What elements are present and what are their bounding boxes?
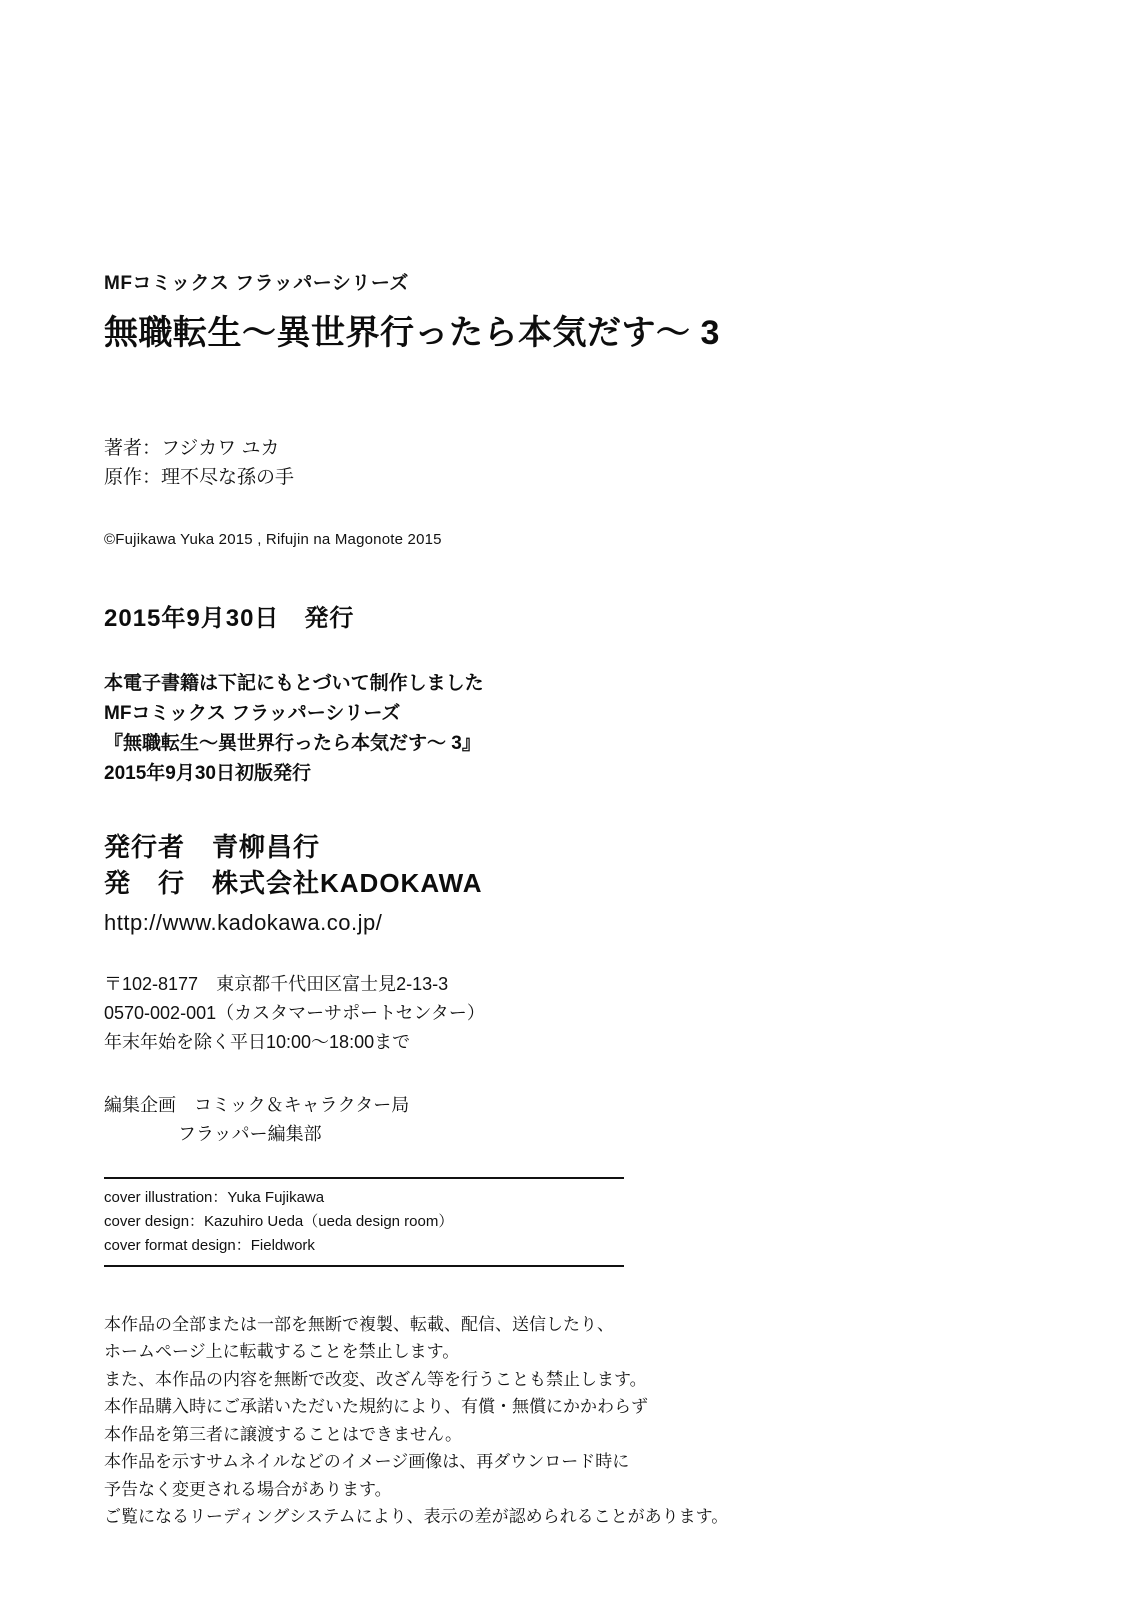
legal-line-4: 本作品購入時にご承諾いただいた規約により、有償・無償にかかわらず bbox=[104, 1397, 648, 1417]
cover-design-line: cover design：Kazuhiro Ueda（ueda design room） bbox=[104, 1213, 454, 1231]
editorial-line-1: 編集企画 コミック＆キャラクター局 bbox=[104, 1095, 410, 1116]
original-author-line: 原作：理不尽な孫の手 bbox=[104, 467, 295, 489]
basis-line-2: MFコミックス フラッパーシリーズ bbox=[104, 702, 401, 724]
address-block bbox=[104, 970, 984, 1057]
editorial-block bbox=[104, 1091, 984, 1149]
basis-line-3: 『無職転生〜異世界行ったら本気だす〜 3』 bbox=[104, 732, 481, 754]
legal-line-2: ホームページ上に転載することを禁止します。 bbox=[104, 1342, 460, 1362]
divider-bottom bbox=[104, 1265, 624, 1267]
publisher-block bbox=[104, 829, 984, 936]
legal-line-6: 本作品を示すサムネイルなどのイメージ画像は、再ダウンロード時に bbox=[104, 1452, 630, 1472]
book-title: 無職転生〜異世界行ったら本気だす〜 3 bbox=[104, 314, 720, 352]
support-phone-line: 0570-002-001（カスタマーサポートセンター） bbox=[104, 1002, 485, 1023]
legal-line-3: また、本作品の内容を無断で改変、改ざん等を行うことも禁止します。 bbox=[104, 1369, 647, 1389]
series-label: MFコミックス フラッパーシリーズ bbox=[104, 273, 409, 294]
support-hours-line: 年末年始を除く平日10:00〜18:00まで bbox=[104, 1032, 411, 1053]
address-line: 〒102-8177 東京都千代田区富士見2-13-3 bbox=[104, 973, 449, 994]
colophon-content bbox=[104, 268, 984, 1531]
copyright-line: ©Fujikawa Yuka 2015 , Rifujin na Magonote 2015 bbox=[104, 530, 442, 548]
legal-line-5: 本作品を第三者に譲渡することはできません。 bbox=[104, 1424, 463, 1444]
publication-date: 2015年9月30日 発行 bbox=[104, 604, 355, 632]
publisher-company: 発 行 株式会社KADOKAWA bbox=[104, 868, 483, 899]
legal-line-7: 予告なく変更される場合があります。 bbox=[104, 1479, 392, 1499]
editorial-line-2: フラッパー編集部 bbox=[178, 1123, 322, 1144]
legal-line-8: ご覧になるリーディングシステムにより、表示の差が認められることがあります。 bbox=[104, 1507, 729, 1527]
author-line: 著者：フジカワ ユカ bbox=[104, 438, 280, 459]
cover-illustration-line: cover illustration：Yuka Fujikawa bbox=[104, 1188, 325, 1206]
cover-format-design-line: cover format design：Fieldwork bbox=[104, 1237, 315, 1255]
basis-block bbox=[104, 669, 984, 789]
publisher-person: 発行者 青柳昌行 bbox=[104, 831, 321, 862]
legal-notice-block bbox=[104, 1311, 984, 1531]
legal-line-1: 本作品の全部または一部を無断で複製、転載、配信、送信したり、 bbox=[104, 1314, 614, 1334]
basis-line-1: 本電子書籍は下記にもとづいて制作しました bbox=[104, 672, 484, 694]
credits-block bbox=[104, 434, 984, 493]
publisher-url[interactable]: http://www.kadokawa.co.jp/ bbox=[104, 909, 383, 935]
cover-credits-text bbox=[104, 1179, 624, 1265]
cover-credits-block bbox=[104, 1177, 624, 1267]
basis-line-4: 2015年9月30日初版発行 bbox=[104, 762, 311, 784]
